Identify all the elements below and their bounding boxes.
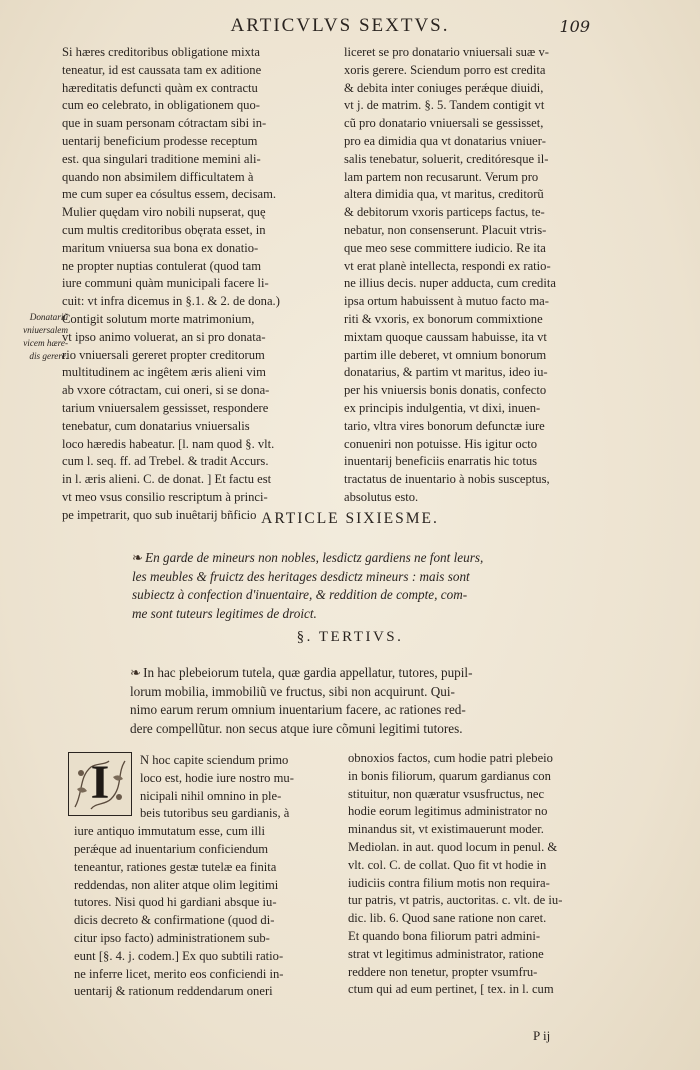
text-line: in l. æris alieni. C. de donat. ] Et factu est bbox=[62, 472, 272, 487]
text-line: absolutus esto. bbox=[344, 489, 419, 504]
text-line: Si hæres creditoribus obligatione mixta bbox=[62, 45, 260, 59]
text-line: dicis decreto & confirmatione (quod di- bbox=[74, 913, 275, 928]
column-left-top bbox=[62, 44, 328, 525]
text-line: tur patris, vt patris, auctoritas. c. vlt. de iu- bbox=[348, 893, 563, 908]
text-line: per his vniuersis bonis donatis, confecto bbox=[344, 383, 547, 398]
text-line: & debita inter coniuges perǽque diuidi, bbox=[344, 80, 544, 95]
text-line: hodie eorum legitimus administrator no bbox=[348, 804, 548, 819]
text-line: que in suam personam cótractam sibi in- bbox=[62, 116, 267, 131]
running-title: ARTICVLVS SEXTVS. bbox=[230, 15, 450, 36]
text-line: beis tutoribus seu gardianis, à bbox=[140, 806, 290, 821]
margin-note-line: Donatariũ bbox=[29, 312, 68, 322]
text-line: multitudinem ac ingêtem æris alieni vim bbox=[62, 365, 266, 380]
text-line: iudiciis contra filium motis non requira- bbox=[348, 875, 550, 890]
text-line: perǽque ad inuentarium conficiendum bbox=[74, 841, 269, 856]
text-line: Mediolan. in aut. quod locum in penul. & bbox=[348, 839, 558, 854]
text-line: donatarius, & partim vt maritus, ideo iu- bbox=[344, 365, 548, 380]
text-line: strat vt legitimus administrator, ratione bbox=[348, 946, 544, 961]
text-line: teneatur, id est caussata tam ex aditione bbox=[62, 62, 262, 77]
text-line: minandus sit, vt existimauerunt moder. bbox=[348, 822, 544, 837]
text-line: partim ille deberet, vt omnium bonorum bbox=[344, 347, 547, 362]
text-line: vt meo vsus consilio rescriptum à princi- bbox=[62, 489, 268, 504]
text-line: in bonis filiorum, quarum gardianus con bbox=[348, 768, 551, 783]
text-line: que meo sese committere iudicio. Re ita bbox=[344, 240, 546, 255]
text-line: ne propter nuptias contulerat (quod tam bbox=[62, 258, 261, 273]
text-line: les meubles & fruictz des heritages desdictz mineurs : mais sont bbox=[132, 568, 470, 584]
text-line: citur ipso facto) administrationem sub- bbox=[74, 930, 270, 945]
text-line: cum eo celebrato, in obligationem quo- bbox=[62, 98, 260, 113]
text-line-content: En garde de mineurs non nobles, lesdictz gardiens ne font leurs, bbox=[145, 550, 484, 565]
text-line: tarium vniuersalem gessisset, respondere bbox=[62, 400, 269, 415]
latin-summary-text bbox=[130, 664, 570, 738]
text-line: ex principis indulgentia, vt dixi, inuen- bbox=[344, 400, 541, 415]
text-line: quando non absimilem difficultatem à bbox=[62, 169, 254, 184]
margin-note-line: vicem hære- bbox=[23, 338, 68, 348]
text-line: nimo earum rerum omnium inuentarium facere, ac rationes red- bbox=[130, 702, 466, 717]
text-line: rio vniuersali gereret propter creditorum bbox=[62, 347, 265, 362]
text-line: ipsa ortum habuissent à mutuo facto ma- bbox=[344, 294, 549, 309]
column-left-bottom bbox=[74, 752, 336, 1001]
text-line: nebatur, non consenserunt. Placuit vtris- bbox=[344, 222, 547, 237]
text-line: inuentarij beneficiis enarratis hic totus bbox=[344, 454, 538, 469]
signature-mark: P ij bbox=[533, 1028, 551, 1043]
text-line: loco hæredis habeatur. [l. nam quod §. vlt. bbox=[62, 436, 275, 451]
text-line: Contigit solutum morte matrimonium, bbox=[62, 311, 255, 326]
text-line: vt ipso animo voluerat, an si pro donata- bbox=[62, 329, 266, 344]
text-line: cum multis creditoribus obęrata esset, in bbox=[62, 222, 266, 237]
text-line bbox=[130, 664, 570, 683]
text-line: N hoc capite sciendum primo bbox=[140, 753, 289, 767]
initial-letter: I bbox=[90, 756, 110, 809]
text-line: vt erat planè intellecta, respondi ex ratio- bbox=[344, 258, 551, 273]
text-line bbox=[132, 549, 562, 568]
text-line: tractatus de inuentario à nobis susceptus, bbox=[344, 472, 550, 487]
text-line: tenebatur, cum donatarius vniuersalis bbox=[62, 418, 250, 433]
text-line: eunt [§. 4. j. codem.] Ex quo subtili ratio- bbox=[74, 948, 284, 963]
text-line: salis tenebatur, soluerit, creditóresque il- bbox=[344, 151, 549, 166]
text-line: ab vxore cótractam, cui oneri, si se dona- bbox=[62, 383, 270, 398]
margin-note bbox=[4, 311, 68, 363]
text-line: reddendas, non aliter atque olim legitimi bbox=[74, 877, 279, 892]
text-line: & debitorum vxoris particeps factus, te- bbox=[344, 205, 545, 220]
text-line: ne illius decis. nuper adducta, cum credita bbox=[344, 276, 556, 291]
margin-note-line: vniuersalem bbox=[23, 325, 68, 335]
text-line: riti & vxoris, ex bonorum commixtione bbox=[344, 311, 543, 326]
text-line: xoris gerere. Sciendum porro est credita bbox=[344, 62, 546, 77]
french-article-text bbox=[132, 549, 562, 623]
text-line: est. qua singulari traditione memini ali- bbox=[62, 151, 261, 166]
text-line: Et quando bona filiorum patri admini- bbox=[348, 928, 541, 943]
text-line: liceret se pro donatario vniuersali suæ v- bbox=[344, 45, 549, 59]
text-line: nicipali nihil omnino in ple- bbox=[140, 788, 282, 803]
text-line: cuit: vt infra dicemus in §.1. & 2. de dona.) bbox=[62, 294, 280, 309]
margin-note-line: dis gerere. bbox=[29, 351, 68, 361]
text-line: pro ea dimidia qua vt donatarius vniuer- bbox=[344, 133, 546, 148]
text-line: lam partem non recusarunt. Verum pro bbox=[344, 169, 539, 184]
running-head bbox=[0, 14, 700, 38]
column-right-top bbox=[344, 44, 614, 507]
text-line: conueniri non potuisse. His igitur octo bbox=[344, 436, 538, 451]
text-line: me sont tuteurs legitimes de droict. bbox=[132, 605, 317, 621]
text-line: vlt. col. C. de collat. Quo fit vt hodie in bbox=[348, 857, 547, 872]
text-line: mixtam quoque caussam habuisse, ita vt bbox=[344, 329, 547, 344]
article-heading: ARTICLE SIXIESME. bbox=[261, 510, 439, 527]
text-line: tutores. Nisi quod hi gardiani absque iu- bbox=[74, 895, 277, 910]
text-line: vt j. de matrim. §. 5. Tandem contigit vt bbox=[344, 98, 545, 113]
text-line: obnoxios factos, cum hodie patri plebeio bbox=[348, 751, 553, 765]
text-line: Mulier quędam viro nobili nupserat, quę bbox=[62, 205, 266, 220]
text-line: ctum qui ad eum pertinet, [ tex. in l. cum bbox=[348, 982, 554, 997]
text-line: reddere non tenetur, propter vsumfru- bbox=[348, 964, 538, 979]
text-line: uentarij & rationum reddendarum oneri bbox=[74, 984, 273, 999]
text-line: iure communi quàm municipali facere li- bbox=[62, 276, 269, 291]
text-line: me cum super ea cósultus essem, decisam. bbox=[62, 187, 277, 202]
column-right-bottom bbox=[348, 750, 618, 999]
text-line: dere compellũtur. non secus atque iure cõmuni legitimi tutores. bbox=[130, 720, 463, 736]
text-line: loco est, hodie iure nostro mu- bbox=[140, 770, 294, 785]
text-line: iure antiquo immutatum esse, cum illi bbox=[74, 824, 265, 839]
page-number: 109 bbox=[559, 17, 590, 36]
text-line: hæreditatis defuncti quàm ex contractu bbox=[62, 80, 258, 95]
text-line: subiectz à confection d'inuentaire, & reddition de compte, com- bbox=[132, 587, 468, 602]
text-line: maritum vniuersa sua bona ex donatio- bbox=[62, 240, 259, 255]
text-line: uentarij beneficium prodesse receptum bbox=[62, 133, 258, 148]
text-line: stituitur, non quæratur vsusfructus, nec bbox=[348, 786, 545, 801]
text-line: cũ pro donatario vniuersali se gessisset, bbox=[344, 116, 544, 131]
section-heading: §. TERTIVS. bbox=[296, 629, 404, 645]
text-line: tario, vltra vires bonorum defunctæ iure bbox=[344, 418, 545, 433]
text-line: ne inferre licet, merito eos conficiendi in- bbox=[74, 966, 284, 981]
paragraph-mark-icon: ❧ bbox=[132, 550, 144, 565]
text-line: cum l. seq. ff. ad Trebel. & tradit Accurs. bbox=[62, 454, 269, 469]
text-line-content: In hac plebeiorum tutela, quæ gardia appellatur, tutores, pupil- bbox=[143, 665, 473, 680]
text-line: teneantur, rationes gestæ tutelæ ea finita bbox=[74, 859, 277, 874]
text-line: lorum mobilia, immobiliũ ve fructus, sibi non acquirunt. Qui- bbox=[130, 683, 455, 699]
text-line: altera dimidia qua, vt maritus, creditorũ bbox=[344, 187, 544, 202]
text-line: dic. lib. 6. Quod sane ratione non caret. bbox=[348, 911, 547, 926]
text-line: pe impetrarit, quo sub inuêtarij bñficio bbox=[62, 507, 257, 522]
paragraph-mark-icon: ❧ bbox=[130, 665, 142, 680]
